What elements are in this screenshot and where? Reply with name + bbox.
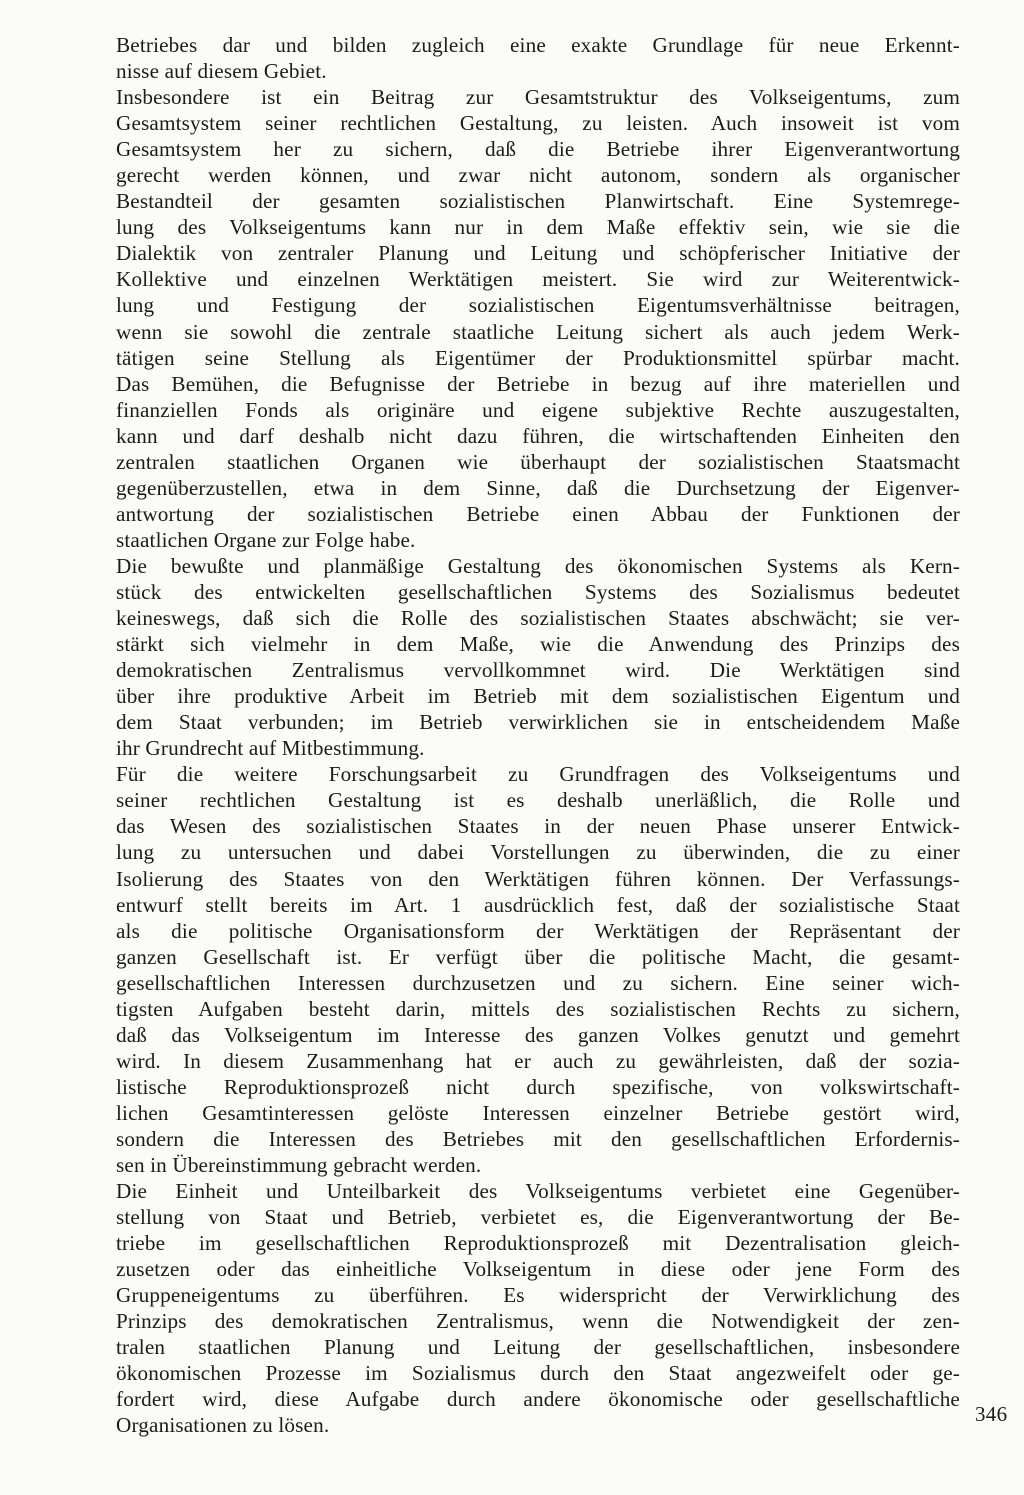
text-line: wenn sie sowohl die zentrale staatliche Leitung sichert als auch jedem Werk-: [116, 319, 960, 344]
text-line: demokratischen Zentralismus vervollkommnet wird. Die Werktätigen sind: [116, 658, 960, 683]
text-line: als die politische Organisationsform der Werktätigen der Repräsentant der: [116, 918, 960, 943]
text-line: kann und darf deshalb nicht dazu führen, die wirtschaftenden Einheiten den: [116, 423, 960, 448]
text-line: dem Staat verbunden; im Betrieb verwirklichen sie in entscheidendem Maße: [116, 710, 960, 735]
text-line: tätigen seine Stellung als Eigentümer der Produktionsmittel spürbar macht.: [116, 345, 960, 370]
text-line: Dialektik von zentraler Planung und Leitung und schöpferischer Initiative der: [116, 241, 960, 266]
text-line: triebe im gesellschaftlichen Reproduktionsprozeß mit Dezentralisation gleich-: [116, 1231, 960, 1256]
text-line: stück des entwickelten gesellschaftlichen Systems des Sozialismus bedeutet: [116, 579, 960, 604]
text-line: sondern die Interessen des Betriebes mit den gesellschaftlichen Erfordernis-: [116, 1126, 960, 1151]
text-line: das Wesen des sozialistischen Staates in der neuen Phase unserer Entwick-: [116, 814, 960, 839]
text-line: Die Einheit und Unteilbarkeit des Volkseigentums verbietet eine Gegenüber-: [116, 1179, 960, 1204]
text-line: staatlichen Organe zur Folge habe.: [116, 527, 416, 552]
text-line: über ihre produktive Arbeit im Betrieb mit dem sozialistischen Eigentum und: [116, 684, 960, 709]
text-line: lung zu untersuchen und dabei Vorstellungen zu überwinden, die zu einer: [116, 840, 960, 865]
text-line: Organisationen zu lösen.: [116, 1413, 330, 1438]
text-line: keineswegs, daß sich die Rolle des sozialistischen Staates abschwächt; sie ver-: [116, 606, 960, 631]
text-line: Gruppeneigentums zu überführen. Es widerspricht der Verwirklichung des: [116, 1283, 960, 1308]
text-line: lichen Gesamtinteressen gelöste Interessen einzelner Betriebe gestört wird,: [116, 1100, 960, 1125]
page-number: 346: [975, 1402, 1008, 1426]
text-line: lung des Volkseigentums kann nur in dem Maße effektiv sein, wie sie die: [116, 215, 960, 240]
text-line: zusetzen oder das einheitliche Volkseigentum in diese oder jene Form des: [116, 1257, 960, 1282]
text-line: Isolierung des Staates von den Werktätigen führen können. Der Verfassungs-: [116, 866, 960, 891]
text-line: gegenüberzustellen, etwa in dem Sinne, daß die Durchsetzung der Eigenver-: [116, 475, 960, 500]
text-line: ökonomischen Prozesse im Sozialismus durch den Staat angezweifelt oder ge-: [116, 1361, 960, 1386]
text-line: tigsten Aufgaben besteht darin, mittels des sozialistischen Rechts zu sichern,: [116, 996, 960, 1021]
text-line: Betriebes dar und bilden zugleich eine exakte Grundlage für neue Erkennt-: [116, 33, 960, 57]
text-line: Insbesondere ist ein Beitrag zur Gesamtstruktur des Volkseigentums, zum: [116, 85, 960, 110]
text-line: Prinzips des demokratischen Zentralismus, wenn die Notwendigkeit der zen-: [116, 1309, 960, 1334]
text-line: Gesamtsystem seiner rechtlichen Gestaltung, zu leisten. Auch insoweit ist vom: [116, 111, 960, 136]
body-text: [116, 32, 960, 1439]
text-line: stellung von Staat und Betrieb, verbietet es, die Eigenverantwortung der Be-: [116, 1205, 960, 1230]
text-line: wird. In diesem Zusammenhang hat er auch zu gewährleisten, daß der sozia-: [116, 1048, 960, 1073]
text-line: Kollektive und einzelnen Werktätigen meistert. Sie wird zur Weiterentwick-: [116, 267, 960, 292]
text-line: stärkt sich vielmehr in dem Maße, wie die Anwendung des Prinzips des: [116, 632, 960, 657]
text-line: tralen staatlichen Planung und Leitung der gesellschaftlichen, insbesondere: [116, 1335, 960, 1360]
text-line: lung und Festigung der sozialistischen Eigentumsverhältnisse beitragen,: [116, 293, 960, 318]
text-line: antwortung der sozialistischen Betriebe einen Abbau der Funktionen der: [116, 501, 960, 526]
text-line: Bestandteil der gesamten sozialistischen Planwirtschaft. Eine Systemrege-: [116, 189, 960, 214]
text-line: gerecht werden können, und zwar nicht autonom, sondern als organischer: [116, 163, 960, 188]
text-line: finanziellen Fonds als originäre und eigene subjektive Rechte auszugestalten,: [116, 397, 960, 422]
text-line: daß das Volkseigentum im Interesse des ganzen Volkes genutzt und gemehrt: [116, 1022, 960, 1047]
text-line: Gesamtsystem her zu sichern, daß die Betriebe ihrer Eigenverantwortung: [116, 137, 960, 162]
text-line: Für die weitere Forschungsarbeit zu Grundfragen des Volkseigentums und: [116, 762, 960, 787]
text-line: nisse auf diesem Gebiet.: [116, 59, 327, 84]
text-line: seiner rechtlichen Gestaltung ist es deshalb unerläßlich, die Rolle und: [116, 788, 960, 813]
text-line: fordert wird, diese Aufgabe durch andere ökonomische oder gesellschaftliche: [116, 1387, 960, 1412]
text-line: Die bewußte und planmäßige Gestaltung des ökonomischen Systems als Kern-: [116, 553, 960, 578]
text-line: Das Bemühen, die Befugnisse der Betriebe in bezug auf ihre materiellen und: [116, 371, 960, 396]
text-line: ihr Grundrecht auf Mitbestimmung.: [116, 736, 425, 761]
text-line: gesellschaftlichen Interessen durchzusetzen und zu sichern. Eine seiner wich-: [116, 970, 960, 995]
text-line: ganzen Gesellschaft ist. Er verfügt über die politische Macht, die gesamt-: [116, 944, 960, 969]
text-line: listische Reproduktionsprozeß nicht durch spezifische, von volkswirtschaft-: [116, 1074, 960, 1099]
text-line: sen in Übereinstimmung gebracht werden.: [116, 1153, 482, 1178]
text-line: entwurf stellt bereits im Art. 1 ausdrücklich fest, daß der sozialistische Staat: [116, 892, 960, 917]
text-line: zentralen staatlichen Organen wie überhaupt der sozialistischen Staatsmacht: [116, 449, 960, 474]
